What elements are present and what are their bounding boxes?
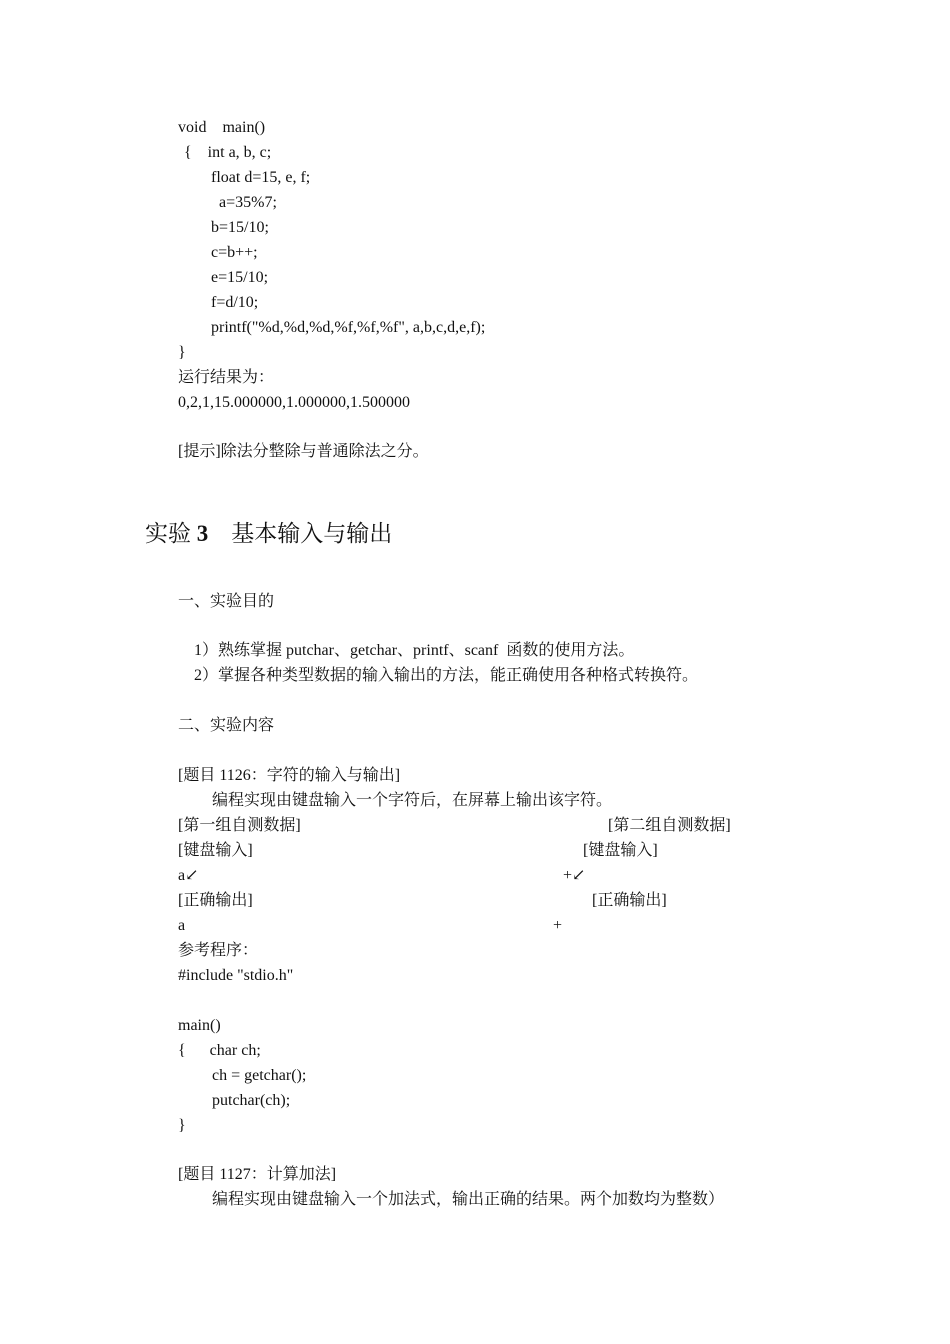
problem-1127-title: [题目 1127：计算加法] [178,1166,337,1183]
include-line: #include "stdio.h" [178,967,294,984]
code-line: { char ch; [178,1042,261,1059]
content-heading: 二、实验内容 [178,717,275,734]
code-line: putchar(ch); [212,1092,291,1109]
input-value-2: +↙ [563,867,586,884]
problem-1126-title: [题目 1126：字符的输入与输出] [178,767,401,784]
code-line: e=15/10; [211,269,269,286]
code-line: } [178,344,186,361]
result-label: 运行结果为： [178,369,275,386]
hint-text: [提示]除法分整除与普通除法之分。 [178,443,429,460]
code-line: a=35%7; [219,194,277,211]
output-label-1: [正确输出] [178,892,253,909]
reference-label: 参考程序： [178,942,259,959]
section-number: 3 [196,521,209,546]
code-line: main() [178,1017,221,1034]
input-label-1: [键盘输入] [178,842,253,859]
purpose-heading: 一、实验目的 [178,593,275,610]
section-heading [145,520,392,548]
code-line: } [178,1117,186,1134]
purpose-item: 1）熟练掌握 putchar、getchar、printf、scanf 函数的使用方法。 [194,642,635,659]
code-line: printf("%d,%d,%d,%f,%f,%f", a,b,c,d,e,f); [211,319,486,336]
input-value-1: a↙ [178,867,199,884]
output-value-1: a [178,917,186,934]
input-label-2: [键盘输入] [583,842,658,859]
problem-1126-desc: 编程实现由键盘输入一个字符后，在屏幕上输出该字符。 [212,792,613,809]
result-value: 0,2,1,15.000000,1.000000,1.500000 [178,394,410,411]
code-line: b=15/10; [211,219,269,236]
output-label-2: [正确输出] [592,892,667,909]
test-group-1-label: [第一组自测数据] [178,817,301,834]
code-line: c=b++; [211,244,258,261]
code-line: void main() [178,119,266,136]
problem-1127-desc: 编程实现由键盘输入一个加法式，输出正确的结果。两个加数均为整数） [212,1191,725,1208]
code-line: { int a, b, c; [184,144,272,161]
code-line: float d=15, e, f; [211,169,311,186]
section-title: 基本输入与输出 [231,521,393,546]
test-group-2-label: [第二组自测数据] [608,817,731,834]
code-line: ch = getchar(); [212,1067,307,1084]
output-value-2: + [553,917,563,934]
code-line: f=d/10; [211,294,259,311]
section-prefix: 实验 [145,521,191,546]
purpose-item: 2）掌握各种类型数据的输入输出的方法，能正确使用各种格式转换符。 [194,667,699,684]
